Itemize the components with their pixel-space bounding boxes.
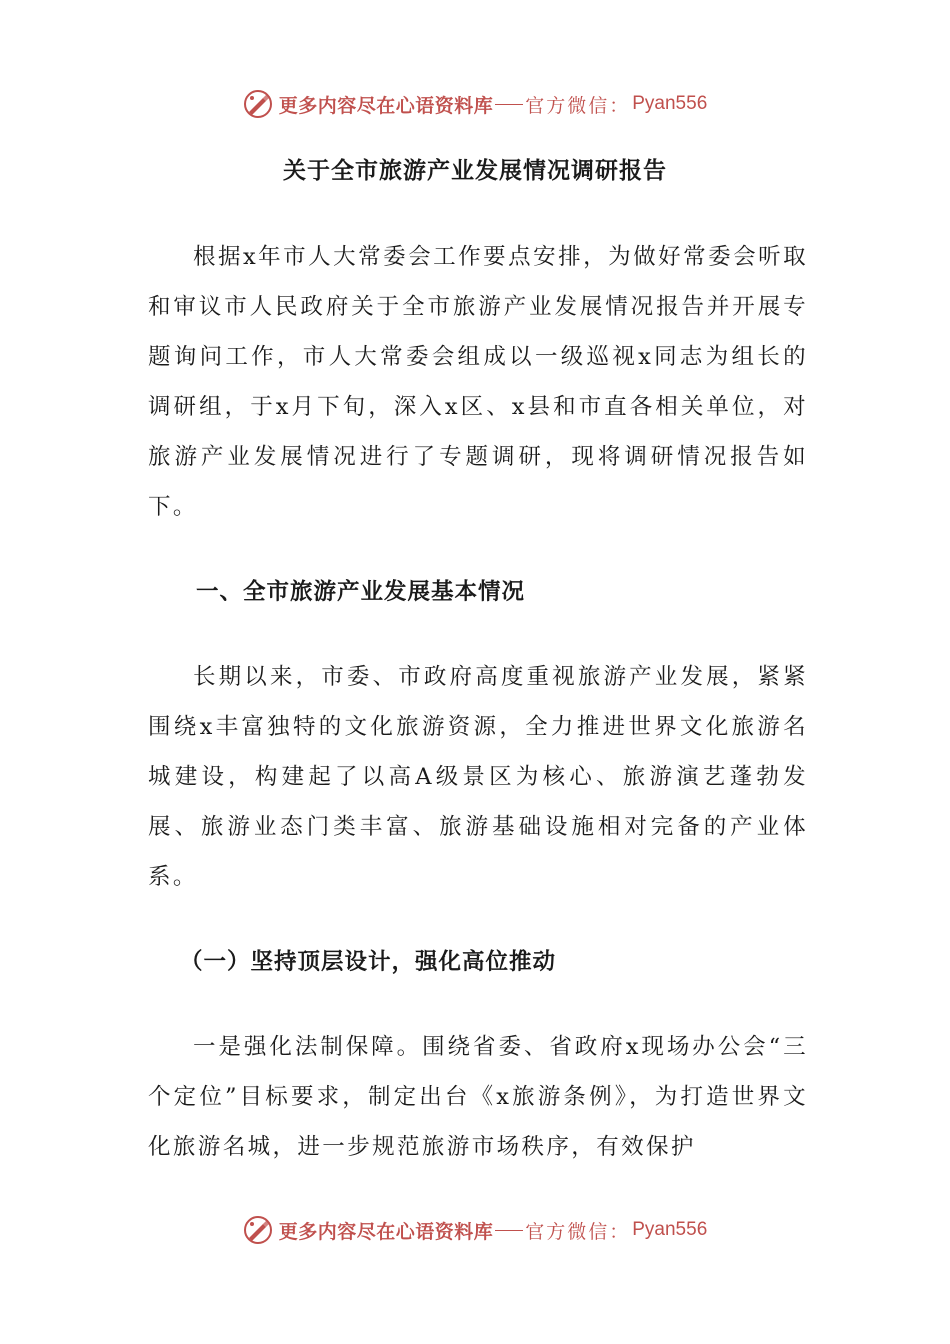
banner-wechat-label: 官方微信： [525, 1220, 631, 1243]
pen-logo-icon [243, 1215, 273, 1245]
banner-wechat-label: 官方微信： [525, 94, 631, 117]
banner-separator [495, 1230, 523, 1231]
body-paragraph-2: 长期以来，市委、市政府高度重视旅游产业发展，紧紧围绕x丰富独特的文化旅游资源，全力推进世界文化旅游名城建设，构建起了以高A级景区为核心、旅游演艺蓬勃发展、旅游业态门类丰富、旅游基础设施相对完备的产业体系。 [148, 664, 808, 890]
banner-separator [495, 104, 523, 105]
pen-logo-icon [243, 89, 273, 119]
subsection-heading-1: （一）坚持顶层设计，强化高位推动 [180, 949, 557, 975]
body-paragraph-3: 一是强化法制保障。围绕省委、省政府x现场办公会“三个定位”目标要求，制定出台《x旅游条例》，为打造世界文化旅游名城，进一步规范旅游市场秩序，有效保护 [148, 1034, 808, 1160]
body-paragraph-1: 根据x年市人大常委会工作要点安排，为做好常委会听取和审议市人民政府关于全市旅游产业发展情况报告并开展专题询问工作，市人大常委会组成以一级巡视x同志为组长的调研组，于x月下旬，深入x区、x县和市直各相关单位，对旅游产业发展情况进行了专题调研，现将调研情况报告如下。 [148, 244, 808, 520]
banner-brand: 更多内容尽在心语资料库 [278, 1220, 494, 1243]
footer-banner [0, 1210, 950, 1250]
banner-wechat-id: Pyan556 [632, 93, 708, 114]
section-heading-1: 一、全市旅游产业发展基本情况 [196, 579, 526, 605]
header-banner [0, 84, 950, 124]
banner-wechat-id: Pyan556 [632, 1219, 708, 1240]
banner-brand: 更多内容尽在心语资料库 [278, 94, 494, 117]
document-title: 关于全市旅游产业发展情况调研报告 [283, 157, 667, 184]
